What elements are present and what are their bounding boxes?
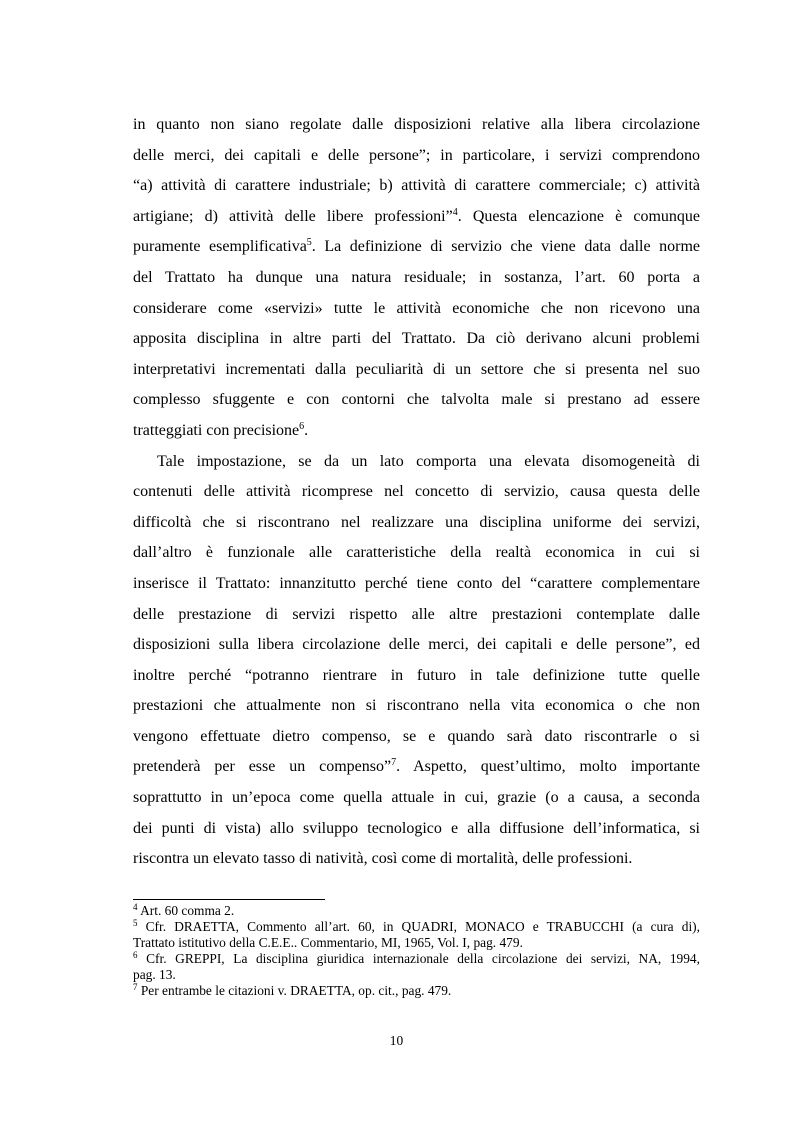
footnote-number: 4 — [133, 902, 138, 912]
footnote-ref: 6 — [299, 420, 305, 432]
text-line: complesso sfuggente e con contorni che talvolta male si prestano ad essere — [133, 391, 700, 409]
text-line: in quanto non siano regolate dalle disposizioni relative alla libera circolazione — [133, 116, 700, 133]
text-line: prestazioni che attualmente non si riscontrano nella vita economica o che non — [133, 697, 700, 715]
text-line: pretenderà per esse un compenso”$^7$. Aspetto, quest’ultimo, molto importante — [133, 757, 700, 776]
page-number: 10 — [389, 1033, 404, 1048]
text-line: contenuti delle attività ricomprese nel concetto di servizio, causa questa delle — [133, 483, 700, 501]
text-line: del Trattato ha dunque una natura residuale; in sostanza, l’art. 60 porta a — [133, 268, 700, 286]
footnote — [133, 919, 700, 951]
text-line: dei punti di vista) allo sviluppo tecnologico e alla diffusione dell’informatica, si — [133, 819, 700, 837]
text-line: soprattutto in un’epoca come quella attuale in cui, grazie (o a causa, a seconda — [133, 789, 700, 807]
footnote-text: Trattato istitutivo della C.E.E.. Commentario, MI, 1965, Vol. I, pag. 479. — [133, 935, 523, 950]
footnote-text: Cfr. GREPPI, La disciplina giuridica internazionale della circolazione dei servizi, NA, 1994, — [146, 951, 700, 966]
footnote-number: 6 — [133, 951, 138, 960]
text-line: Tale impostazione, se da un lato comporta una elevata disomogeneità di — [157, 452, 700, 470]
text-line: “a) attività di carattere industriale; b) attività di carattere commerciale; c) attività — [133, 177, 700, 195]
footnote-number: 7 — [133, 982, 138, 992]
footnote-ref: 7 — [391, 757, 397, 769]
footnote-text: Per entrambe le citazioni v. DRAETTA, op. cit., pag. 479. — [140, 983, 452, 998]
text-line: interpretativi incrementati dalla peculiarità di un settore che si presenta nel suo — [133, 360, 700, 378]
footnote — [133, 903, 700, 919]
text-line: puramente esemplificativa$^5$. La definizione di servizio che viene data dalle norme — [133, 237, 700, 256]
text-line: riscontra un elevato tasso di natività, così come di mortalità, delle professioni. — [133, 850, 633, 868]
text-line: considerare come «servizi» tutte le attività economiche che non ricevono una — [133, 299, 700, 317]
text-line: dall’altro è funzionale alle caratteristiche della realtà economica in cui si — [133, 544, 700, 562]
footnote-ref: 5 — [306, 237, 312, 249]
text-line: delle prestazione di servizi rispetto alle altre prestazioni contemplate dalle — [133, 605, 700, 623]
body-text — [133, 110, 700, 875]
text-line: difficoltà che si riscontrano nel realizzare una disciplina uniforme dei servizi, — [133, 513, 700, 531]
text-line: inserisce il Trattato: innanzitutto perché tiene conto del “carattere complementare — [133, 574, 700, 592]
text-line: delle merci, dei capitali e delle persone”; in particolare, i servizi comprendono — [133, 146, 700, 164]
text-line: artigiane; d) attività delle libere professioni”$^4$. Questa elencazione è comunque — [133, 206, 700, 225]
footnote-text: Art. 60 comma 2. — [140, 903, 235, 918]
text-line: tratteggiati con precisione$^6$. — [133, 420, 309, 439]
footnote-ref: 4 — [452, 206, 458, 218]
footnote-text: pag. 13. — [133, 967, 176, 982]
footnote-separator — [133, 899, 325, 900]
text-line: apposita disciplina in altre parti del Trattato. Da ciò derivano alcuni problemi — [133, 330, 700, 348]
footnote-text: Cfr. DRAETTA, Commento all’art. 60, in QUADRI, MONACO e TRABUCCHI (a cura di), — [145, 919, 700, 934]
text-line: disposizioni sulla libera circolazione delle merci, dei capitali e delle persone”, ed — [133, 636, 700, 654]
footnote — [133, 983, 700, 999]
footnotes — [133, 903, 700, 999]
footnote-number: 5 — [133, 919, 138, 928]
text-line: inoltre perché “potranno rientrare in futuro in tale definizione tutte quelle — [133, 666, 700, 684]
text-line: vengono effettuate dietro compenso, se e quando sarà dato riscontrarle o si — [133, 727, 700, 745]
footnote — [133, 951, 700, 983]
